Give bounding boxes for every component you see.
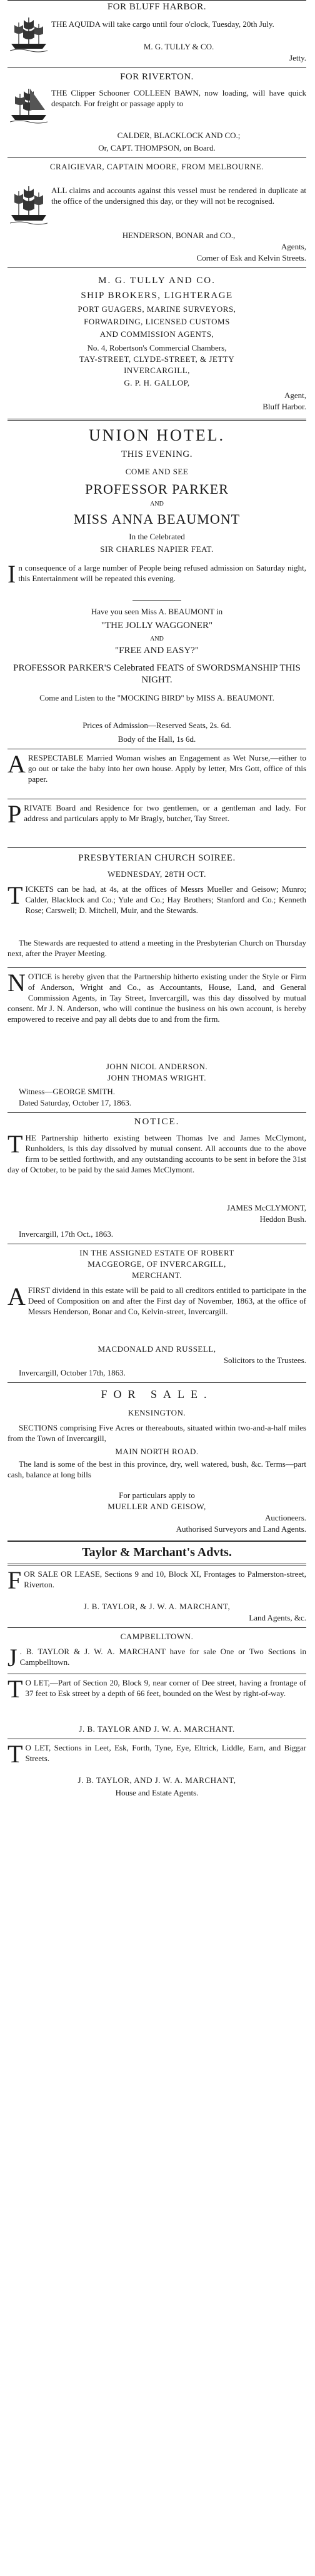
- drop-cap: T: [8, 1740, 23, 1768]
- notice2-sig: JAMES McCLYMONT,: [226, 1203, 306, 1212]
- taylor-lot: [8, 1675, 306, 1703]
- union-miss: MISS ANNA BEAUMONT: [73, 511, 241, 527]
- drop-cap: F: [8, 1566, 22, 1594]
- respectable-text: RESPECTABLE Married Woman wishes an Engagement as Wet Nurse,—either to go out or take the baby into her own house. Apply by letter, Mrs Gott, office of this paper.: [28, 753, 306, 784]
- estate-sig2: Solicitors to the Trustees.: [223, 1355, 306, 1365]
- craigievar-agent-role: Agents,: [281, 242, 306, 251]
- drop-cap: A: [8, 750, 26, 778]
- taylor-for-sale: [8, 1566, 306, 1594]
- double-divider: [8, 1564, 306, 1565]
- union-title: UNION HOTEL.: [89, 426, 225, 444]
- riverton-agent: CALDER, BLACKLOCK AND CO.;: [117, 131, 241, 140]
- sale-authorised: Authorised Surveyors and Land Agents.: [176, 1524, 306, 1534]
- tully-address2: TAY-STREET, CLYDE-STREET, & JETTY: [79, 354, 235, 364]
- divider: [8, 1112, 306, 1113]
- union-and2: AND: [150, 636, 164, 642]
- divider: [8, 67, 306, 68]
- drop-cap: T: [8, 881, 23, 909]
- estate-heading2: MACGEORGE, OF INVERCARGILL,: [88, 1259, 226, 1269]
- estate-dated: Invercargill, October 17th, 1863.: [19, 1368, 126, 1377]
- craigievar-agent: HENDERSON, BONAR and CO.,: [122, 231, 236, 240]
- taylor-sig3-role: House and Estate Agents.: [115, 1788, 199, 1797]
- union-feats: PROFESSOR PARKER'S Celebrated FEATS of SWORDSMANSHIP THIS NIGHT.: [13, 663, 301, 685]
- church-date: WEDNESDAY, 28TH OCT.: [108, 869, 206, 879]
- tully-line4: AND COMMISSION AGENTS,: [99, 329, 214, 339]
- taylor-sig1-role: Land Agents, &c.: [249, 1613, 306, 1622]
- union-and1: AND: [150, 501, 164, 507]
- craigievar-heading: CRAIGIEVAR, CAPTAIN MOORE, FROM MELBOURNE.: [49, 162, 264, 171]
- notice2-dated: Invercargill, 17th Oct., 1863.: [19, 1229, 114, 1239]
- drop-cap: P: [8, 800, 22, 828]
- riverton-body: THE Clipper Schooner COLLEEN BAWN, now loading, will have quick despatch. For freight or passage apply to: [51, 88, 306, 108]
- tully-town: INVERCARGILL,: [124, 366, 190, 375]
- taylor-to-let: [8, 1740, 306, 1768]
- taylor-campbell-text: . B. TAYLOR & J. W. A. MARCHANT have for sale One or Two Sections in Campbelltown.: [19, 1647, 306, 1667]
- union-have-seen: Have you seen Miss A. BEAUMONT in: [91, 607, 223, 616]
- riverton-heading: FOR RIVERTON.: [120, 72, 194, 82]
- riverton-captain: Or, CAPT. THOMPSON, on Board.: [98, 143, 216, 152]
- taylor-sig1: J. B. TAYLOR, & J. W. A. MARCHANT,: [83, 1602, 231, 1611]
- tully-line1: SHIP BROKERS, LIGHTERAGE: [81, 291, 233, 301]
- drop-cap: I: [8, 560, 16, 588]
- union-song1: "THE JOLLY WAGGONER": [101, 621, 213, 631]
- church-tickets: [8, 881, 306, 916]
- private-text: RIVATE Board and Residence for two gentlemen, or a gentleman and lady. For address and particulars apply to Mr Bragly, butcher, Tay Street.: [24, 803, 306, 823]
- taylor-banner: Taylor & Marchant's Advts.: [82, 1545, 232, 1559]
- bluff-body: THE AQUIDA will take cargo until four o'clock, Tuesday, 20th July.: [51, 19, 274, 29]
- estate-text: FIRST dividend in this estate will be paid to all creditors entitled to participate in the Deed of Composition on and after the First day of November, 1863, at the office of Messrs Henderson, Bonar and Co, Kelvin-street, Invercargill.: [28, 1286, 306, 1316]
- divider: [8, 267, 306, 268]
- taylor-to-let-text: O LET, Sections in Leet, Esk, Forth, Tyne, Eye, Eltrick, Liddle, Earn, and Biggar Streets.: [25, 1743, 306, 1763]
- union-listen: Come and Listen to the "MOCKING BIRD" by MISS A. BEAUMONT.: [39, 693, 274, 702]
- notice2-text: HE Partnership hitherto existing between Thomas Ive and James McClymont, Runholders, is this day dissolved by mutual consent. All accounts due to the above firm to be settled forthwith, and any outstanding accounts to be sent in before the 31st day of October, to be paid by the said James McClymont.: [8, 1133, 306, 1174]
- tully-partner: G. P. H. GALLOP,: [124, 378, 190, 387]
- short-rule: [132, 600, 181, 601]
- partnership1-witness: Witness—GEORGE SMITH.: [19, 1087, 116, 1096]
- estate-heading1: IN THE ASSIGNED ESTATE OF ROBERT: [79, 1248, 234, 1257]
- drop-cap: T: [8, 1130, 23, 1158]
- sale-place: KENSINGTON.: [128, 1408, 186, 1417]
- union-evening: THIS EVENING.: [121, 449, 192, 459]
- church-stewards: The Stewards are requested to attend a meeting in the Presbyterian Church on Thursday next, after the Prayer Meeting.: [8, 938, 306, 958]
- estate-body: [8, 1282, 306, 1317]
- bluff-heading: FOR BLUFF HARBOR.: [107, 2, 207, 12]
- drop-cap: J: [8, 1644, 18, 1672]
- private-ad: [8, 800, 306, 828]
- union-feat: SIR CHARLES NAPIER FEAT.: [100, 544, 214, 554]
- union-para1: [8, 560, 306, 588]
- respectable-ad: [8, 752, 306, 784]
- sale-apply: For particulars apply to: [119, 1490, 195, 1500]
- sale-agent: MUELLER AND GEISOW,: [108, 1502, 206, 1511]
- partnership1-sig2: JOHN THOMAS WRIGHT.: [108, 1073, 206, 1082]
- double-divider: [8, 419, 306, 421]
- taylor-sig3: J. B. TAYLOR, AND J. W. A. MARCHANT,: [78, 1775, 236, 1785]
- union-prices: Prices of Admission—Reserved Seats, 2s. 6d.: [82, 721, 231, 730]
- church-text: ICKETS can be had, at 4s, at the offices of Messrs Mueller and Geisow; Munro; Calder, Blacklock and Co.; Yule and Co.; Hay Brothers; Stanford and Co.; Kenneth Rose; Carswell; D. Mitchell, Muir, and the Stewards.: [25, 884, 306, 915]
- divider: [8, 967, 306, 968]
- tully-line2: PORT GUAGERS, MARINE SURVEYORS,: [78, 304, 236, 314]
- tully-partner-place: Bluff Harbor.: [262, 402, 306, 411]
- taylor-sig2: J. B. TAYLOR AND J. W. A. MARCHANT.: [79, 1724, 235, 1734]
- estate-sig1: MACDONALD AND RUSSELL,: [98, 1344, 216, 1354]
- union-professor: PROFESSOR PARKER: [85, 481, 229, 497]
- tully-address1: No. 4, Robertson's Commercial Chambers,: [87, 343, 227, 352]
- tully-line3: FORWARDING, LICENSED CUSTOMS: [84, 317, 230, 326]
- divider: [8, 1627, 306, 1628]
- sailing-ship-icon: [10, 16, 48, 56]
- notice2-sig-place: Heddon Bush.: [259, 1214, 306, 1224]
- notice2-heading: NOTICE.: [134, 1117, 180, 1127]
- sale-text: SECTIONS comprising Five Acres or thereabouts, situated within two-and-a-half miles from the Town of Invercargill,: [8, 1423, 306, 1443]
- taylor-lot-text: O LET,—Part of Section 20, Block 9, near corner of Dee street, having a frontage of 37 feet to Esk street by a depth of 66 feet, bounded on the West by right-of-way.: [25, 1678, 306, 1698]
- notice2-body: [8, 1132, 306, 1175]
- craigievar-address: Corner of Esk and Kelvin Streets.: [196, 253, 306, 262]
- divider: [8, 1382, 306, 1383]
- partnership1-dated: Dated Saturday, October 17, 1863.: [19, 1098, 132, 1107]
- union-come: COME AND SEE: [125, 467, 189, 476]
- union-body-hall: Body of the Hall, 1s 6d.: [118, 734, 196, 744]
- union-celebrated: In the Celebrated: [129, 532, 185, 541]
- double-divider: [8, 1540, 306, 1542]
- sailing-ship-icon: [10, 185, 48, 228]
- sale-heading: FOR SALE.: [101, 1388, 213, 1400]
- tully-partner-role: Agent,: [284, 391, 306, 400]
- top-rule: [8, 0, 306, 1]
- sale-road: MAIN NORTH ROAD.: [115, 1447, 199, 1456]
- drop-cap: T: [8, 1675, 23, 1703]
- taylor-for-sale-text: OR SALE OR LEASE, Sections 9 and 10, Block XI, Frontages to Palmerston-street, Riverton.: [24, 1569, 306, 1589]
- bluff-agent-place: Jetty.: [289, 53, 306, 62]
- bluff-agent: M. G. TULLY & CO.: [143, 42, 214, 51]
- union-para1-text: n consequence of a large number of People being refused admission on Saturday night, this Entertainment will be repeated this evening.: [18, 563, 306, 583]
- partnership1-sig1: JOHN NICOL ANDERSON.: [106, 1062, 208, 1071]
- church-heading: PRESBYTERIAN CHURCH SOIREE.: [78, 853, 236, 863]
- taylor-campbell: [8, 1644, 306, 1672]
- taylor-campbell-heading: CAMPBELLTOWN.: [120, 1632, 194, 1641]
- divider: [8, 847, 306, 848]
- sale-agent-role: Auctioneers.: [264, 1513, 306, 1522]
- estate-heading3: MERCHANT.: [132, 1271, 182, 1280]
- partnership1-notice: [8, 971, 306, 1024]
- divider: [8, 157, 306, 158]
- tully-name: M. G. TULLY AND CO.: [98, 276, 216, 286]
- union-song2: "FREE AND EASY?": [115, 646, 199, 656]
- sale-text2: The land is some of the best in this province, dry, well watered, bush, &c. Terms—part cash, balance at long bills: [8, 1459, 306, 1479]
- partnership1-text: OTICE is hereby given that the Partnership hitherto existing under the Style or Firm of Anderson, Wright and Co., as Accountants, House, Land, and General Commission Agents, in Tay Street, Invercargill, was this day dissolved by mutual consent. Mr J. N. Anderson, who will continue the business on his own account, is hereby empowered to receive and pay all debts due to and from the firm.: [8, 972, 306, 1024]
- drop-cap: N: [8, 969, 26, 997]
- drop-cap: A: [8, 1282, 26, 1310]
- craigievar-body: ALL claims and accounts against this vessel must be rendered in duplicate at the office of the undersigned this day, or they will not be recognised.: [51, 186, 306, 206]
- sailing-ship-icon: [10, 87, 48, 127]
